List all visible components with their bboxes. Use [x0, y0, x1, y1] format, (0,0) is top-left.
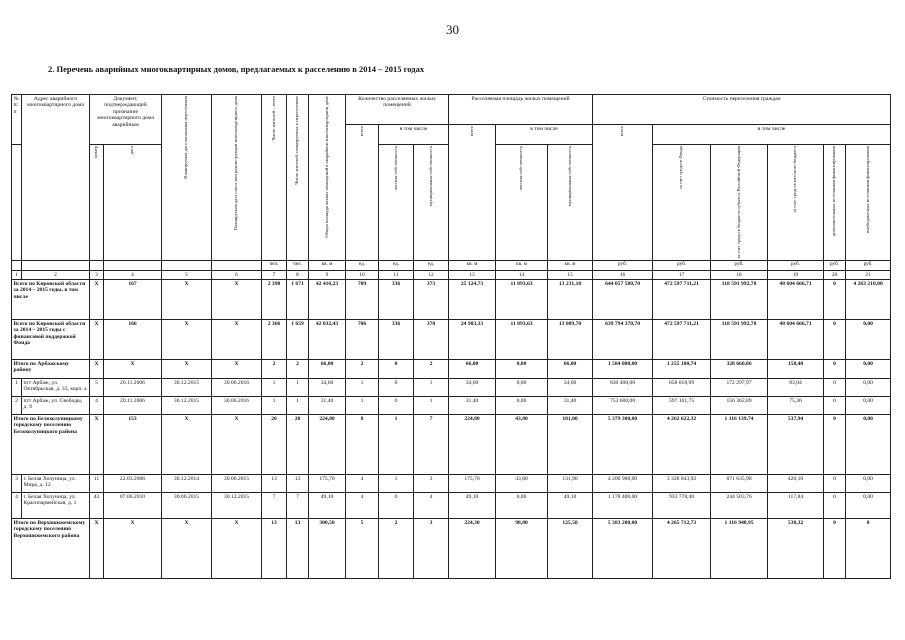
value-cell: 0 [379, 378, 414, 396]
value-cell: 753 600,00 [593, 396, 653, 414]
value-cell: X [104, 359, 162, 378]
header-doc-number: номер [90, 145, 104, 261]
value-cell: 5 [90, 378, 104, 396]
value-cell: 43,80 [496, 414, 548, 474]
value-cell: 1 116 139,74 [711, 414, 768, 474]
value-cell: 7 [287, 492, 309, 518]
table-row [12, 474, 891, 492]
value-cell: 1 [287, 396, 309, 414]
value-cell: 706 [346, 319, 379, 359]
address-cell: г. Белая Холуница, ул. Мира, д. 12 [22, 474, 90, 492]
total-label-cell: Итого по Верхошижемскому городскому поселению Верхошижемского района [12, 518, 90, 578]
table-total-row [12, 414, 891, 474]
header-area-private: частная собственность [496, 145, 548, 261]
value-cell: 34,60 [309, 378, 346, 396]
header-cost-total: всего [593, 125, 653, 261]
value-cell: 22.03.2006 [104, 474, 162, 492]
value-cell: 30.12.2015 [212, 492, 262, 518]
value-cell: 156 362,89 [711, 396, 768, 414]
header-count-incl: в том числе [379, 125, 449, 145]
value-cell: 83,04 [768, 378, 824, 396]
address-cell: пгт Арбаж, ул. Октябрьская, д. 33, корп. а [22, 378, 90, 396]
value-cell: 0 [824, 279, 846, 319]
value-cell: 42 032,43 [309, 319, 346, 359]
table-body [12, 279, 891, 578]
unit-cell: кв. м [496, 260, 548, 270]
value-cell: 0,00 [496, 378, 548, 396]
row-number: 1 [12, 378, 22, 396]
value-cell: 0 [379, 492, 414, 518]
value-cell: 0 [846, 518, 891, 578]
header-count-municipal: муниципальная собственность [414, 145, 449, 261]
column-number-cell: 13 [449, 270, 496, 279]
value-cell: 2 [287, 359, 309, 378]
value-cell: 0,00 [846, 474, 891, 492]
value-cell: 0,00 [846, 319, 891, 359]
value-cell: 175,70 [449, 474, 496, 492]
value-cell: 31,40 [548, 396, 593, 414]
value-cell: 2 [346, 359, 379, 378]
value-cell: 75,36 [768, 396, 824, 414]
total-label-cell: Всего по Кировской области за 2014 – 2015 годы, в том числе [12, 279, 90, 319]
value-cell: 49,10 [449, 492, 496, 518]
column-number-cell: 5 [162, 270, 212, 279]
value-cell: 420,10 [768, 474, 824, 492]
unit-cell [162, 260, 212, 270]
value-cell: 24 983,33 [449, 319, 496, 359]
header-cost-local: за счет средств местного бюджета [768, 145, 824, 261]
value-cell: 125,50 [548, 518, 593, 578]
value-cell: 158,40 [768, 359, 824, 378]
value-cell: 34,60 [548, 378, 593, 396]
value-cell: 224,30 [449, 518, 496, 578]
value-cell: 0,00 [846, 378, 891, 396]
value-cell: X [212, 279, 262, 319]
value-cell: 1 116 948,95 [711, 518, 768, 578]
column-number-cell: 18 [711, 270, 768, 279]
value-cell: 472 597 711,21 [653, 279, 711, 319]
value-cell: 20.11.2006 [104, 396, 162, 414]
value-cell: 30.12.2015 [162, 378, 212, 396]
value-cell: 3 [414, 474, 449, 492]
value-cell: 0 [824, 359, 846, 378]
total-label-cell: Итого по Арбажскому району [12, 359, 90, 378]
value-cell: 25 124,73 [449, 279, 496, 319]
value-cell: 43,80 [496, 474, 548, 492]
value-cell: 1 178 400,00 [593, 492, 653, 518]
value-cell: 7 [414, 414, 449, 474]
value-cell: 07.06.2010 [104, 492, 162, 518]
column-number-cell: 12 [414, 270, 449, 279]
value-cell: 709 [346, 279, 379, 319]
value-cell: X [212, 414, 262, 474]
value-cell: 153 [104, 414, 162, 474]
resettlement-table [11, 94, 891, 579]
table-total-row [12, 359, 891, 378]
header-group-area: Расселяемая площадь жилых помещений [449, 95, 593, 125]
value-cell: 172 297,97 [711, 378, 768, 396]
value-cell: 34,60 [449, 378, 496, 396]
value-cell: 0,00 [496, 359, 548, 378]
header-area-municipal: муниципальная собственность [548, 145, 593, 261]
table-row [12, 396, 891, 414]
value-cell: 0 [379, 359, 414, 378]
value-cell: 4 200 900,00 [593, 474, 653, 492]
value-cell: 1 [414, 378, 449, 396]
value-cell: 30.06.2016 [212, 396, 262, 414]
value-cell: 538,32 [768, 518, 824, 578]
unit-cell: руб. [593, 260, 653, 270]
value-cell: 2 390 [262, 279, 287, 319]
value-cell: X [104, 518, 162, 578]
value-cell: 0 [824, 414, 846, 474]
header-area-incl: в том числе [496, 125, 593, 145]
column-number-cell: 8 [287, 270, 309, 279]
value-cell: 0 [824, 378, 846, 396]
value-cell: 0 [824, 319, 846, 359]
header-residents: Число жителей – всего [262, 95, 287, 261]
column-numbers-row [12, 270, 891, 279]
value-cell: 1 [287, 378, 309, 396]
value-cell: 1 671 [287, 279, 309, 319]
header-row-1 [12, 95, 891, 125]
column-number-cell: 6 [212, 270, 262, 279]
value-cell: 2 [262, 359, 287, 378]
value-cell: 4 263 210,00 [846, 279, 891, 319]
value-cell: 224,80 [309, 414, 346, 474]
column-number-cell: 20 [824, 270, 846, 279]
table-total-row [12, 518, 891, 578]
value-cell: X [162, 279, 212, 319]
value-cell: X [162, 414, 212, 474]
value-cell: 31,40 [449, 396, 496, 414]
header-group-count: Количество расселяемых жилых помещений [346, 95, 449, 125]
value-cell: 1 584 000,00 [593, 359, 653, 378]
value-cell: 20 [287, 414, 309, 474]
value-cell: 1 [379, 414, 414, 474]
column-number-cell: 2 [22, 270, 90, 279]
table-row [12, 492, 891, 518]
value-cell: 472 597 711,21 [653, 319, 711, 359]
column-number-cell: 9 [309, 270, 346, 279]
value-cell: 4 [90, 396, 104, 414]
header-doc-date: дата [104, 145, 162, 261]
value-cell: 11 893,63 [496, 319, 548, 359]
table-row [12, 378, 891, 396]
header-plan-end: Планируемая дата окончания переселения [162, 95, 212, 261]
unit-cell: кв. м [449, 260, 496, 270]
value-cell: 13 [287, 518, 309, 578]
value-cell: 658 018,99 [653, 378, 711, 396]
value-cell: 5 383 200,00 [593, 518, 653, 578]
unit-cell: чел. [262, 260, 287, 270]
value-cell: 1 659 [287, 319, 309, 359]
value-cell: 0,00 [846, 396, 891, 414]
unit-cell: руб. [768, 260, 824, 270]
header-count-total: всего [346, 125, 379, 261]
value-cell: 11 893,63 [496, 279, 548, 319]
value-cell: 1 [262, 396, 287, 414]
value-cell: 639 794 370,70 [593, 319, 653, 359]
value-cell: 933 778,40 [653, 492, 711, 518]
value-cell: 3 328 843,92 [653, 474, 711, 492]
value-cell: 4 [414, 492, 449, 518]
value-cell: 0 [824, 396, 846, 414]
value-cell: 30.12.2014 [162, 474, 212, 492]
value-cell: 4 265 712,73 [653, 518, 711, 578]
row-number: 4 [12, 492, 22, 518]
value-cell: X [162, 319, 212, 359]
value-cell: 66,00 [449, 359, 496, 378]
value-cell: 224,80 [449, 414, 496, 474]
column-number-cell: 1 [12, 270, 22, 279]
unit-cell [22, 260, 90, 270]
value-cell: 66,00 [309, 359, 346, 378]
value-cell: 1 [262, 378, 287, 396]
value-cell: X [212, 518, 262, 578]
column-number-cell: 21 [846, 270, 891, 279]
address-cell: пгт Арбаж, ул. Свободы, д. 9 [22, 396, 90, 414]
value-cell: 300,50 [309, 518, 346, 578]
value-cell: X [212, 319, 262, 359]
header-area: Общая площадь жилых помещений в аварийном многоквартирном доме [309, 95, 346, 261]
value-cell: 5 [346, 518, 379, 578]
unit-cell [104, 260, 162, 270]
value-cell: 1 255 180,74 [653, 359, 711, 378]
value-cell: 5 379 300,00 [593, 414, 653, 474]
header-group-cost: Стоимость переселения граждан [593, 95, 891, 125]
value-cell: 31,40 [309, 396, 346, 414]
value-cell: 42 416,23 [309, 279, 346, 319]
row-number: 3 [12, 474, 22, 492]
value-cell: 0 [824, 474, 846, 492]
total-label-cell: Итого по Белохолуницкому городскому поселению Белохолуницкого района [12, 414, 90, 474]
value-cell: 30.06.2015 [162, 492, 212, 518]
value-cell: 20.11.2006 [104, 378, 162, 396]
row-number: 2 [12, 396, 22, 414]
value-cell: 871 635,98 [711, 474, 768, 492]
value-cell: X [90, 359, 104, 378]
value-cell: 328 660,86 [711, 359, 768, 378]
value-cell: 175,70 [309, 474, 346, 492]
value-cell: 30.12.2015 [162, 396, 212, 414]
address-cell: г. Белая Холуница, ул. Красноармейская, д. 1 [22, 492, 90, 518]
value-cell: 1 [379, 474, 414, 492]
value-cell: 830 400,00 [593, 378, 653, 396]
value-cell: 336 [379, 279, 414, 319]
header-plan-demolish: Планируемая дата сноса или реконструкции многоквартирного дома [212, 95, 262, 261]
unit-cell [90, 260, 104, 270]
value-cell: 43 [90, 492, 104, 518]
value-cell: 118 591 992,78 [711, 319, 768, 359]
header-cost-additional: дополнительных источников финансирования [824, 145, 846, 261]
unit-cell: руб. [846, 260, 891, 270]
units-row [12, 260, 891, 270]
value-cell: 4 [346, 492, 379, 518]
total-label-cell: Всего по Кировской области за 2014 – 2015 годы с финансовой поддержкой Фонда [12, 319, 90, 359]
value-cell: 118 591 992,78 [711, 279, 768, 319]
value-cell: 0 [824, 518, 846, 578]
value-cell: 537,94 [768, 414, 824, 474]
value-cell: 1 [414, 396, 449, 414]
value-cell: 0,00 [846, 359, 891, 378]
value-cell: 98,80 [496, 518, 548, 578]
value-cell: 181,00 [548, 414, 593, 474]
value-cell: 0 [824, 492, 846, 518]
header-cost-extra: внебюджетных источников финансирования [846, 145, 891, 261]
value-cell: X [90, 518, 104, 578]
column-number-cell: 19 [768, 270, 824, 279]
column-number-cell: 7 [262, 270, 287, 279]
unit-cell: руб. [711, 260, 768, 270]
value-cell: 2 [414, 359, 449, 378]
value-cell: 1 [346, 396, 379, 414]
value-cell: X [162, 518, 212, 578]
page-number: 30 [446, 22, 459, 37]
value-cell: 11 [90, 474, 104, 492]
value-cell: 30.06.2015 [212, 474, 262, 492]
table-total-row [12, 319, 891, 359]
value-cell: 49,10 [309, 492, 346, 518]
column-number-cell: 15 [548, 270, 593, 279]
value-cell: 13 [287, 474, 309, 492]
section-title: 2. Перечень аварийных многоквартирных домов, предлагаемых к расселению в 2014 – 2015 годах [48, 64, 425, 74]
value-cell: 49,10 [548, 492, 593, 518]
header-area-total: всего [449, 125, 496, 261]
value-cell: 166 [104, 319, 162, 359]
unit-cell: ед. [379, 260, 414, 270]
value-cell: 2 [379, 518, 414, 578]
header-residents-plan: Число жителей, планируемых к переселению [287, 95, 309, 261]
header-address: Адрес аварийного многоквартирного дома [22, 95, 90, 261]
value-cell: 0,00 [496, 396, 548, 414]
column-number-cell: 14 [496, 270, 548, 279]
value-cell: 373 [414, 279, 449, 319]
value-cell: 7 [262, 492, 287, 518]
value-cell: 48 604 666,71 [768, 319, 824, 359]
value-cell: 20 [262, 414, 287, 474]
value-cell: 8 [346, 414, 379, 474]
value-cell: 13 089,70 [548, 319, 593, 359]
column-number-cell: 16 [593, 270, 653, 279]
value-cell: 0,00 [846, 414, 891, 474]
column-number-cell: 3 [90, 270, 104, 279]
unit-cell: руб. [653, 260, 711, 270]
value-cell: 244 503,76 [711, 492, 768, 518]
value-cell: X [90, 414, 104, 474]
value-cell: 336 [379, 319, 414, 359]
value-cell: X [212, 359, 262, 378]
header-cost-incl: в том числе [653, 125, 891, 145]
value-cell: 0,00 [496, 492, 548, 518]
header-no: № п/п [12, 95, 22, 145]
unit-cell [12, 260, 22, 270]
column-number-cell: 17 [653, 270, 711, 279]
value-cell: X [162, 359, 212, 378]
value-cell: 48 604 666,71 [768, 279, 824, 319]
value-cell: 3 [414, 518, 449, 578]
table-total-row [12, 279, 891, 319]
value-cell: X [90, 279, 104, 319]
value-cell: 131,90 [548, 474, 593, 492]
unit-cell [212, 260, 262, 270]
value-cell: 167 [104, 279, 162, 319]
header-cost-subject: за счет средств бюджета субъекта Российской Федерации [711, 145, 768, 261]
unit-cell: кв. м [548, 260, 593, 270]
column-number-cell: 4 [104, 270, 162, 279]
value-cell: 1 [346, 378, 379, 396]
header-cost-fund: за счет средств Фонда [653, 145, 711, 261]
column-number-cell: 11 [379, 270, 414, 279]
value-cell: 30.06.2016 [212, 378, 262, 396]
header-count-private: частная собственность [379, 145, 414, 261]
value-cell: 4 262 622,32 [653, 414, 711, 474]
unit-cell: кв. м [309, 260, 346, 270]
unit-cell: ед. [414, 260, 449, 270]
unit-cell: чел. [287, 260, 309, 270]
value-cell: 13 [262, 518, 287, 578]
column-number-cell: 10 [346, 270, 379, 279]
value-cell: 0 [379, 396, 414, 414]
value-cell: 13 231,10 [548, 279, 593, 319]
value-cell: 597 161,75 [653, 396, 711, 414]
value-cell: 66,00 [548, 359, 593, 378]
header-document: Документ, подтверждающий признание многоквартирного дома аварийным [90, 95, 162, 145]
value-cell: X [90, 319, 104, 359]
value-cell: 370 [414, 319, 449, 359]
value-cell: 4 [346, 474, 379, 492]
value-cell: 2 366 [262, 319, 287, 359]
value-cell: 0,00 [846, 492, 891, 518]
value-cell: 13 [262, 474, 287, 492]
unit-cell: ед. [346, 260, 379, 270]
value-cell: 117,84 [768, 492, 824, 518]
value-cell: 644 057 580,70 [593, 279, 653, 319]
unit-cell: руб. [824, 260, 846, 270]
